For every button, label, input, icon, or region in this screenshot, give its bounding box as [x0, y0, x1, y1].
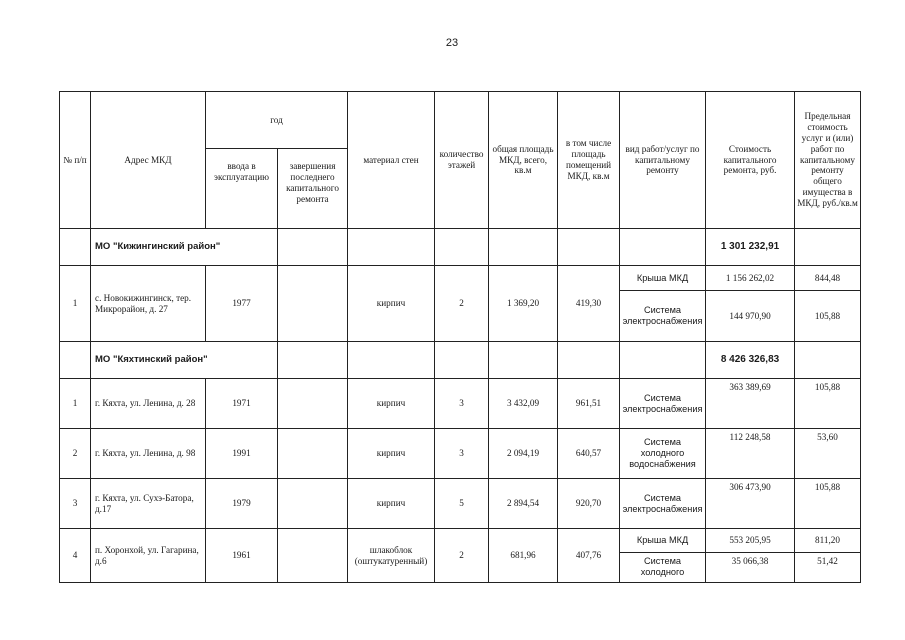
- row-year-commission: 1961: [206, 529, 278, 583]
- capital-repair-register-table: [59, 91, 861, 583]
- row-cost: 144 970,90: [706, 291, 795, 342]
- header-wall-material: материал стен: [348, 92, 435, 229]
- group-row: [60, 229, 861, 266]
- row-area-total: 3 432,09: [489, 379, 558, 429]
- row-work-type: Крыша МКД: [620, 529, 706, 553]
- header-address: Адрес МКД: [91, 92, 206, 229]
- row-address: г. Кяхта, ул. Сухэ-Батора, д.17: [91, 479, 206, 529]
- page-number: 23: [445, 37, 459, 49]
- row-num: 1: [60, 266, 91, 342]
- table-row: [60, 379, 861, 429]
- table-row: [60, 266, 861, 291]
- row-work-type: Система холодного: [620, 553, 706, 583]
- row-max-cost: 51,42: [795, 553, 861, 583]
- header-cost: Стоимость капитального ремонта, руб.: [706, 92, 795, 229]
- header-max-cost: Предельная стоимость услуг и (или) работ по капитальному ремонту общего имущества в МКД, руб./кв.м: [795, 92, 861, 229]
- header-year-repair: завершения последнего капитального ремонта: [278, 149, 348, 229]
- header-year-commission: ввода в эксплуатацию: [206, 149, 278, 229]
- row-floors: 3: [435, 379, 489, 429]
- row-cost: 112 248,58: [706, 429, 795, 479]
- row-address: п. Хоронхой, ул. Гагарина, д.6: [91, 529, 206, 583]
- row-area-rooms: 961,51: [558, 379, 620, 429]
- row-cost: 363 389,69: [706, 379, 795, 429]
- row-address: с. Новокижингинск, тер. Микрорайон, д. 27: [91, 266, 206, 342]
- row-year-repair: [278, 429, 348, 479]
- row-max-cost: 844,48: [795, 266, 861, 291]
- row-work-type: Система холодного водоснабжения: [620, 429, 706, 479]
- row-max-cost: 105,88: [795, 379, 861, 429]
- group-title: МО "Кижингинский район": [91, 229, 278, 266]
- table-row: [60, 529, 861, 553]
- row-floors: 2: [435, 529, 489, 583]
- row-year-commission: 1979: [206, 479, 278, 529]
- header-area-rooms: в том числе площадь помещений МКД, кв.м: [558, 92, 620, 229]
- row-wall: шлакоблок (оштукатуренный): [348, 529, 435, 583]
- row-cost: 306 473,90: [706, 479, 795, 529]
- header-work-type: вид работ/услуг по капитальному ремонту: [620, 92, 706, 229]
- row-floors: 5: [435, 479, 489, 529]
- row-area-rooms: 640,57: [558, 429, 620, 479]
- group-total: 8 426 326,83: [706, 342, 795, 379]
- row-cost: 35 066,38: [706, 553, 795, 583]
- row-address: г. Кяхта, ул. Ленина, д. 98: [91, 429, 206, 479]
- table-row: [60, 429, 861, 479]
- row-wall: кирпич: [348, 479, 435, 529]
- header-floors: количество этажей: [435, 92, 489, 229]
- row-max-cost: 105,88: [795, 479, 861, 529]
- row-area-total: 2 894,54: [489, 479, 558, 529]
- row-year-commission: 1971: [206, 379, 278, 429]
- header-num: № п/п: [60, 92, 91, 229]
- row-work-type: Система электроснабжения: [620, 479, 706, 529]
- row-year-repair: [278, 266, 348, 342]
- row-max-cost: 105,88: [795, 291, 861, 342]
- row-year-repair: [278, 529, 348, 583]
- row-num: 2: [60, 429, 91, 479]
- row-cost: 553 205,95: [706, 529, 795, 553]
- row-wall: кирпич: [348, 266, 435, 342]
- row-work-type: Крыша МКД: [620, 266, 706, 291]
- row-area-rooms: 407,76: [558, 529, 620, 583]
- row-floors: 3: [435, 429, 489, 479]
- row-area-total: 1 369,20: [489, 266, 558, 342]
- row-area-total: 2 094,19: [489, 429, 558, 479]
- table-row: [60, 479, 861, 529]
- row-address: г. Кяхта, ул. Ленина, д. 28: [91, 379, 206, 429]
- row-work-type: Система электроснабжения: [620, 291, 706, 342]
- group-row: [60, 342, 861, 379]
- group-title: МО "Кяхтинский район": [91, 342, 278, 379]
- row-area-rooms: 920,70: [558, 479, 620, 529]
- row-area-total: 681,96: [489, 529, 558, 583]
- row-year-repair: [278, 379, 348, 429]
- header-year: год: [206, 92, 348, 149]
- row-year-commission: 1991: [206, 429, 278, 479]
- group-total: 1 301 232,91: [706, 229, 795, 266]
- row-work-type: Система электроснабжения: [620, 379, 706, 429]
- row-cost: 1 156 262,02: [706, 266, 795, 291]
- row-year-commission: 1977: [206, 266, 278, 342]
- row-max-cost: 811,20: [795, 529, 861, 553]
- row-num: 1: [60, 379, 91, 429]
- row-num: 4: [60, 529, 91, 583]
- row-wall: кирпич: [348, 379, 435, 429]
- row-num: 3: [60, 479, 91, 529]
- row-wall: кирпич: [348, 429, 435, 479]
- row-max-cost: 53,60: [795, 429, 861, 479]
- row-year-repair: [278, 479, 348, 529]
- row-area-rooms: 419,30: [558, 266, 620, 342]
- header-area-total: общая площадь МКД, всего, кв.м: [489, 92, 558, 229]
- row-floors: 2: [435, 266, 489, 342]
